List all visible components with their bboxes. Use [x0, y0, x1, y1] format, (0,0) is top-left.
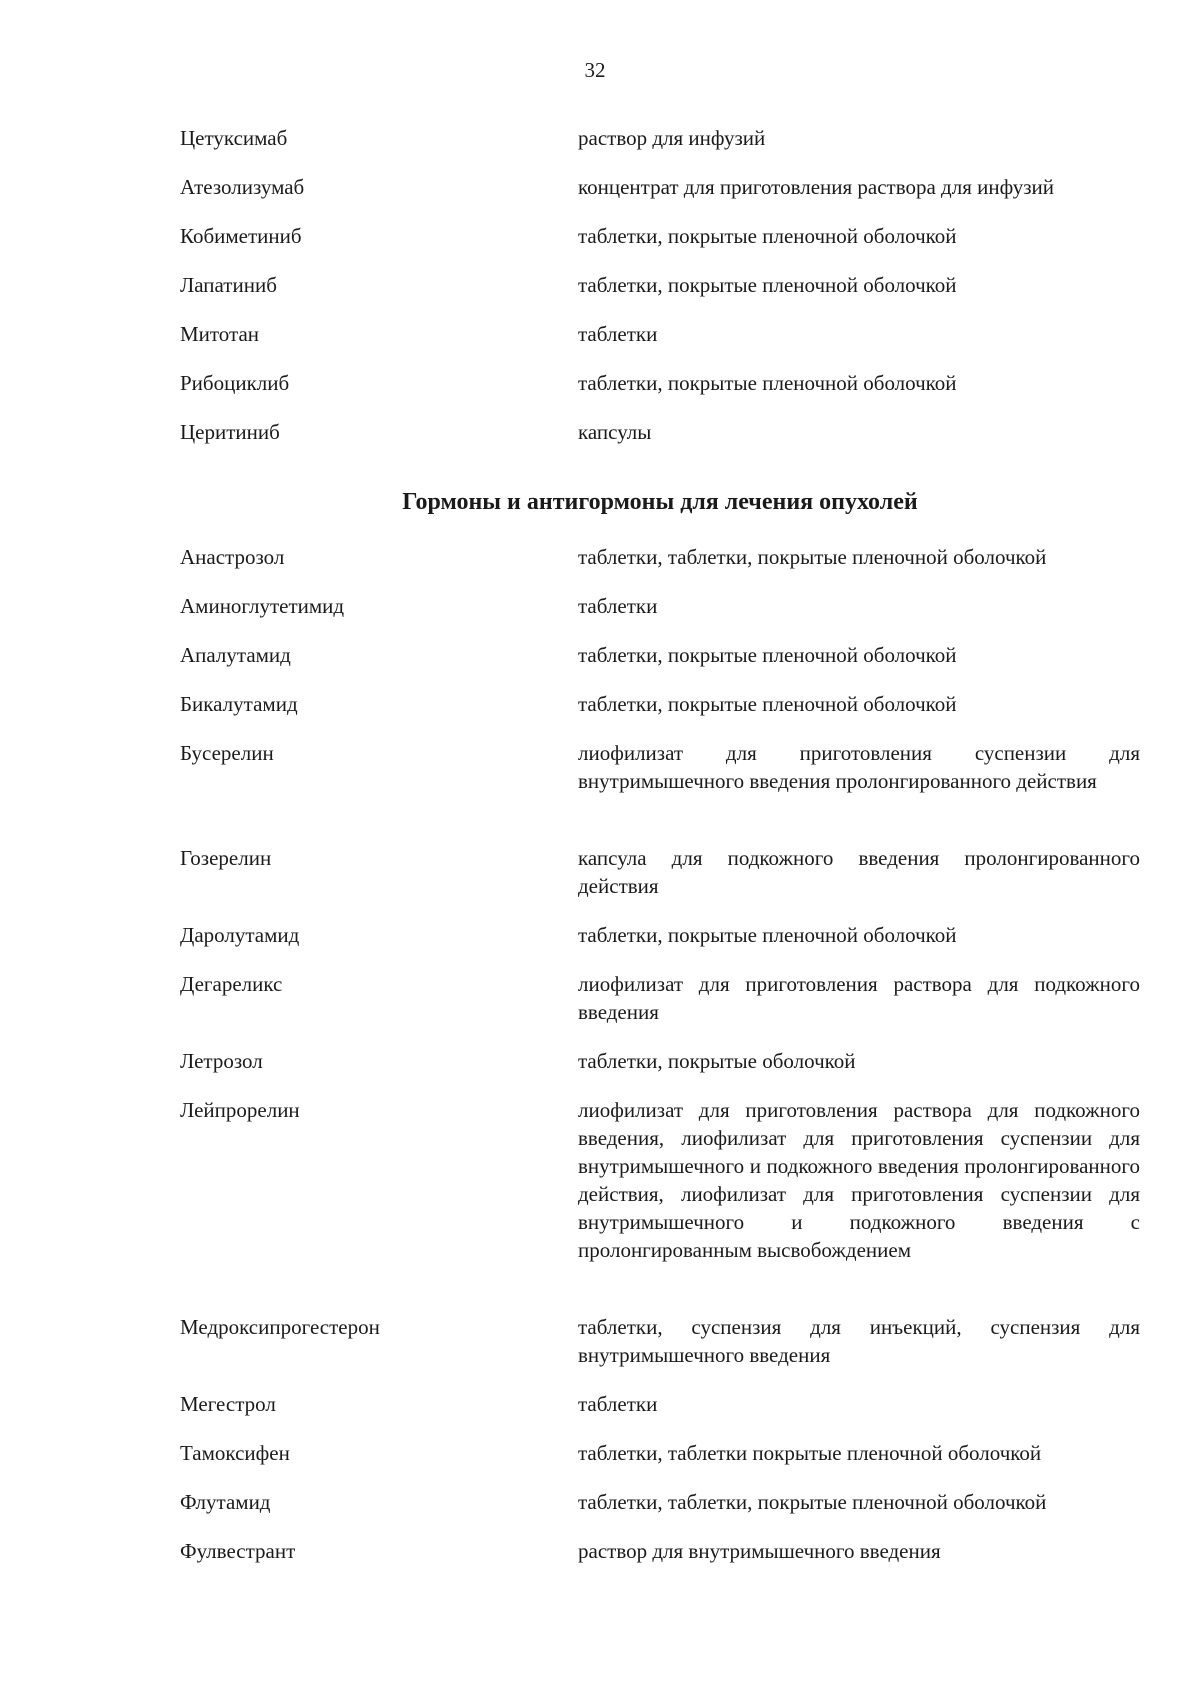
drug-name: Кобиметиниб	[180, 224, 302, 248]
drug-name: Митотан	[180, 322, 260, 346]
dosage-form: лиофилизат для приготовления раствора для подкожного введения	[578, 972, 1140, 1024]
drug-name: Гозерелин	[180, 846, 272, 870]
drug-name: Апалутамид	[180, 643, 291, 667]
drug-name: Бусерелин	[180, 741, 274, 765]
drug-name: Атезолизумаб	[180, 175, 305, 199]
dosage-form: таблетки, покрытые оболочкой	[578, 1049, 856, 1073]
drug-name: Дегареликс	[180, 972, 283, 996]
drug-name: Медроксипрогестерон	[180, 1315, 380, 1339]
dosage-form: раствор для внутримышечного введения	[578, 1539, 941, 1563]
drug-name: Рибоциклиб	[180, 371, 290, 395]
dosage-form: концентрат для приготовления раствора для инфузий	[578, 175, 1054, 199]
dosage-form: раствор для инфузий	[578, 126, 766, 150]
drug-name: Лапатиниб	[180, 273, 277, 297]
dosage-form: таблетки	[578, 322, 658, 346]
dosage-form: таблетки, покрытые пленочной оболочкой	[578, 923, 957, 947]
page-number: 32	[584, 58, 606, 82]
drug-name: Даролутамид	[180, 923, 300, 947]
dosage-form: таблетки, таблетки покрытые пленочной оболочкой	[578, 1441, 1042, 1465]
dosage-form: таблетки	[578, 594, 658, 618]
dosage-form: таблетки, покрытые пленочной оболочкой	[578, 692, 957, 716]
dosage-form: таблетки, покрытые пленочной оболочкой	[578, 643, 957, 667]
dosage-form: таблетки	[578, 1392, 658, 1416]
dosage-form: таблетки, покрытые пленочной оболочкой	[578, 371, 957, 395]
section-heading: Гормоны и антигормоны для лечения опухолей	[402, 489, 918, 515]
dosage-form: таблетки, таблетки, покрытые пленочной оболочкой	[578, 1490, 1047, 1514]
drug-name: Цетуксимаб	[180, 126, 288, 150]
dosage-form: таблетки, покрытые пленочной оболочкой	[578, 224, 957, 248]
dosage-form: капсула для подкожного введения пролонгированного действия	[578, 846, 1140, 898]
dosage-form: лиофилизат для приготовления суспензии для внутримышечного введения пролонгированного действия	[578, 741, 1140, 793]
dosage-form: таблетки, покрытые пленочной оболочкой	[578, 273, 957, 297]
drug-name: Бикалутамид	[180, 692, 298, 716]
dosage-form: таблетки, таблетки, покрытые пленочной оболочкой	[578, 545, 1047, 569]
drug-name: Летрозол	[180, 1049, 263, 1073]
drug-name: Фулвестрант	[180, 1539, 296, 1563]
dosage-form: таблетки, суспензия для инъекций, суспензия для внутримышечного введения	[578, 1315, 1140, 1367]
drug-name: Церитиниб	[180, 420, 280, 444]
drug-name: Лейпрорелин	[180, 1098, 300, 1122]
drug-name: Аминоглутетимид	[180, 594, 345, 618]
dosage-form: капсулы	[578, 420, 652, 444]
dosage-form: лиофилизат для приготовления раствора для подкожного введения, лиофилизат для приготовления суспензии для внутримышечного и подкожного введения пролонгированного действия, лиофилизат для приготовления суспензии для внутримышечного и подкожного введения с пролонгированным высвобождением	[578, 1098, 1140, 1262]
drug-name: Флутамид	[180, 1490, 271, 1514]
drug-name: Тамоксифен	[180, 1441, 290, 1465]
drug-name: Мегестрол	[180, 1392, 276, 1416]
drug-name: Анастрозол	[180, 545, 285, 569]
